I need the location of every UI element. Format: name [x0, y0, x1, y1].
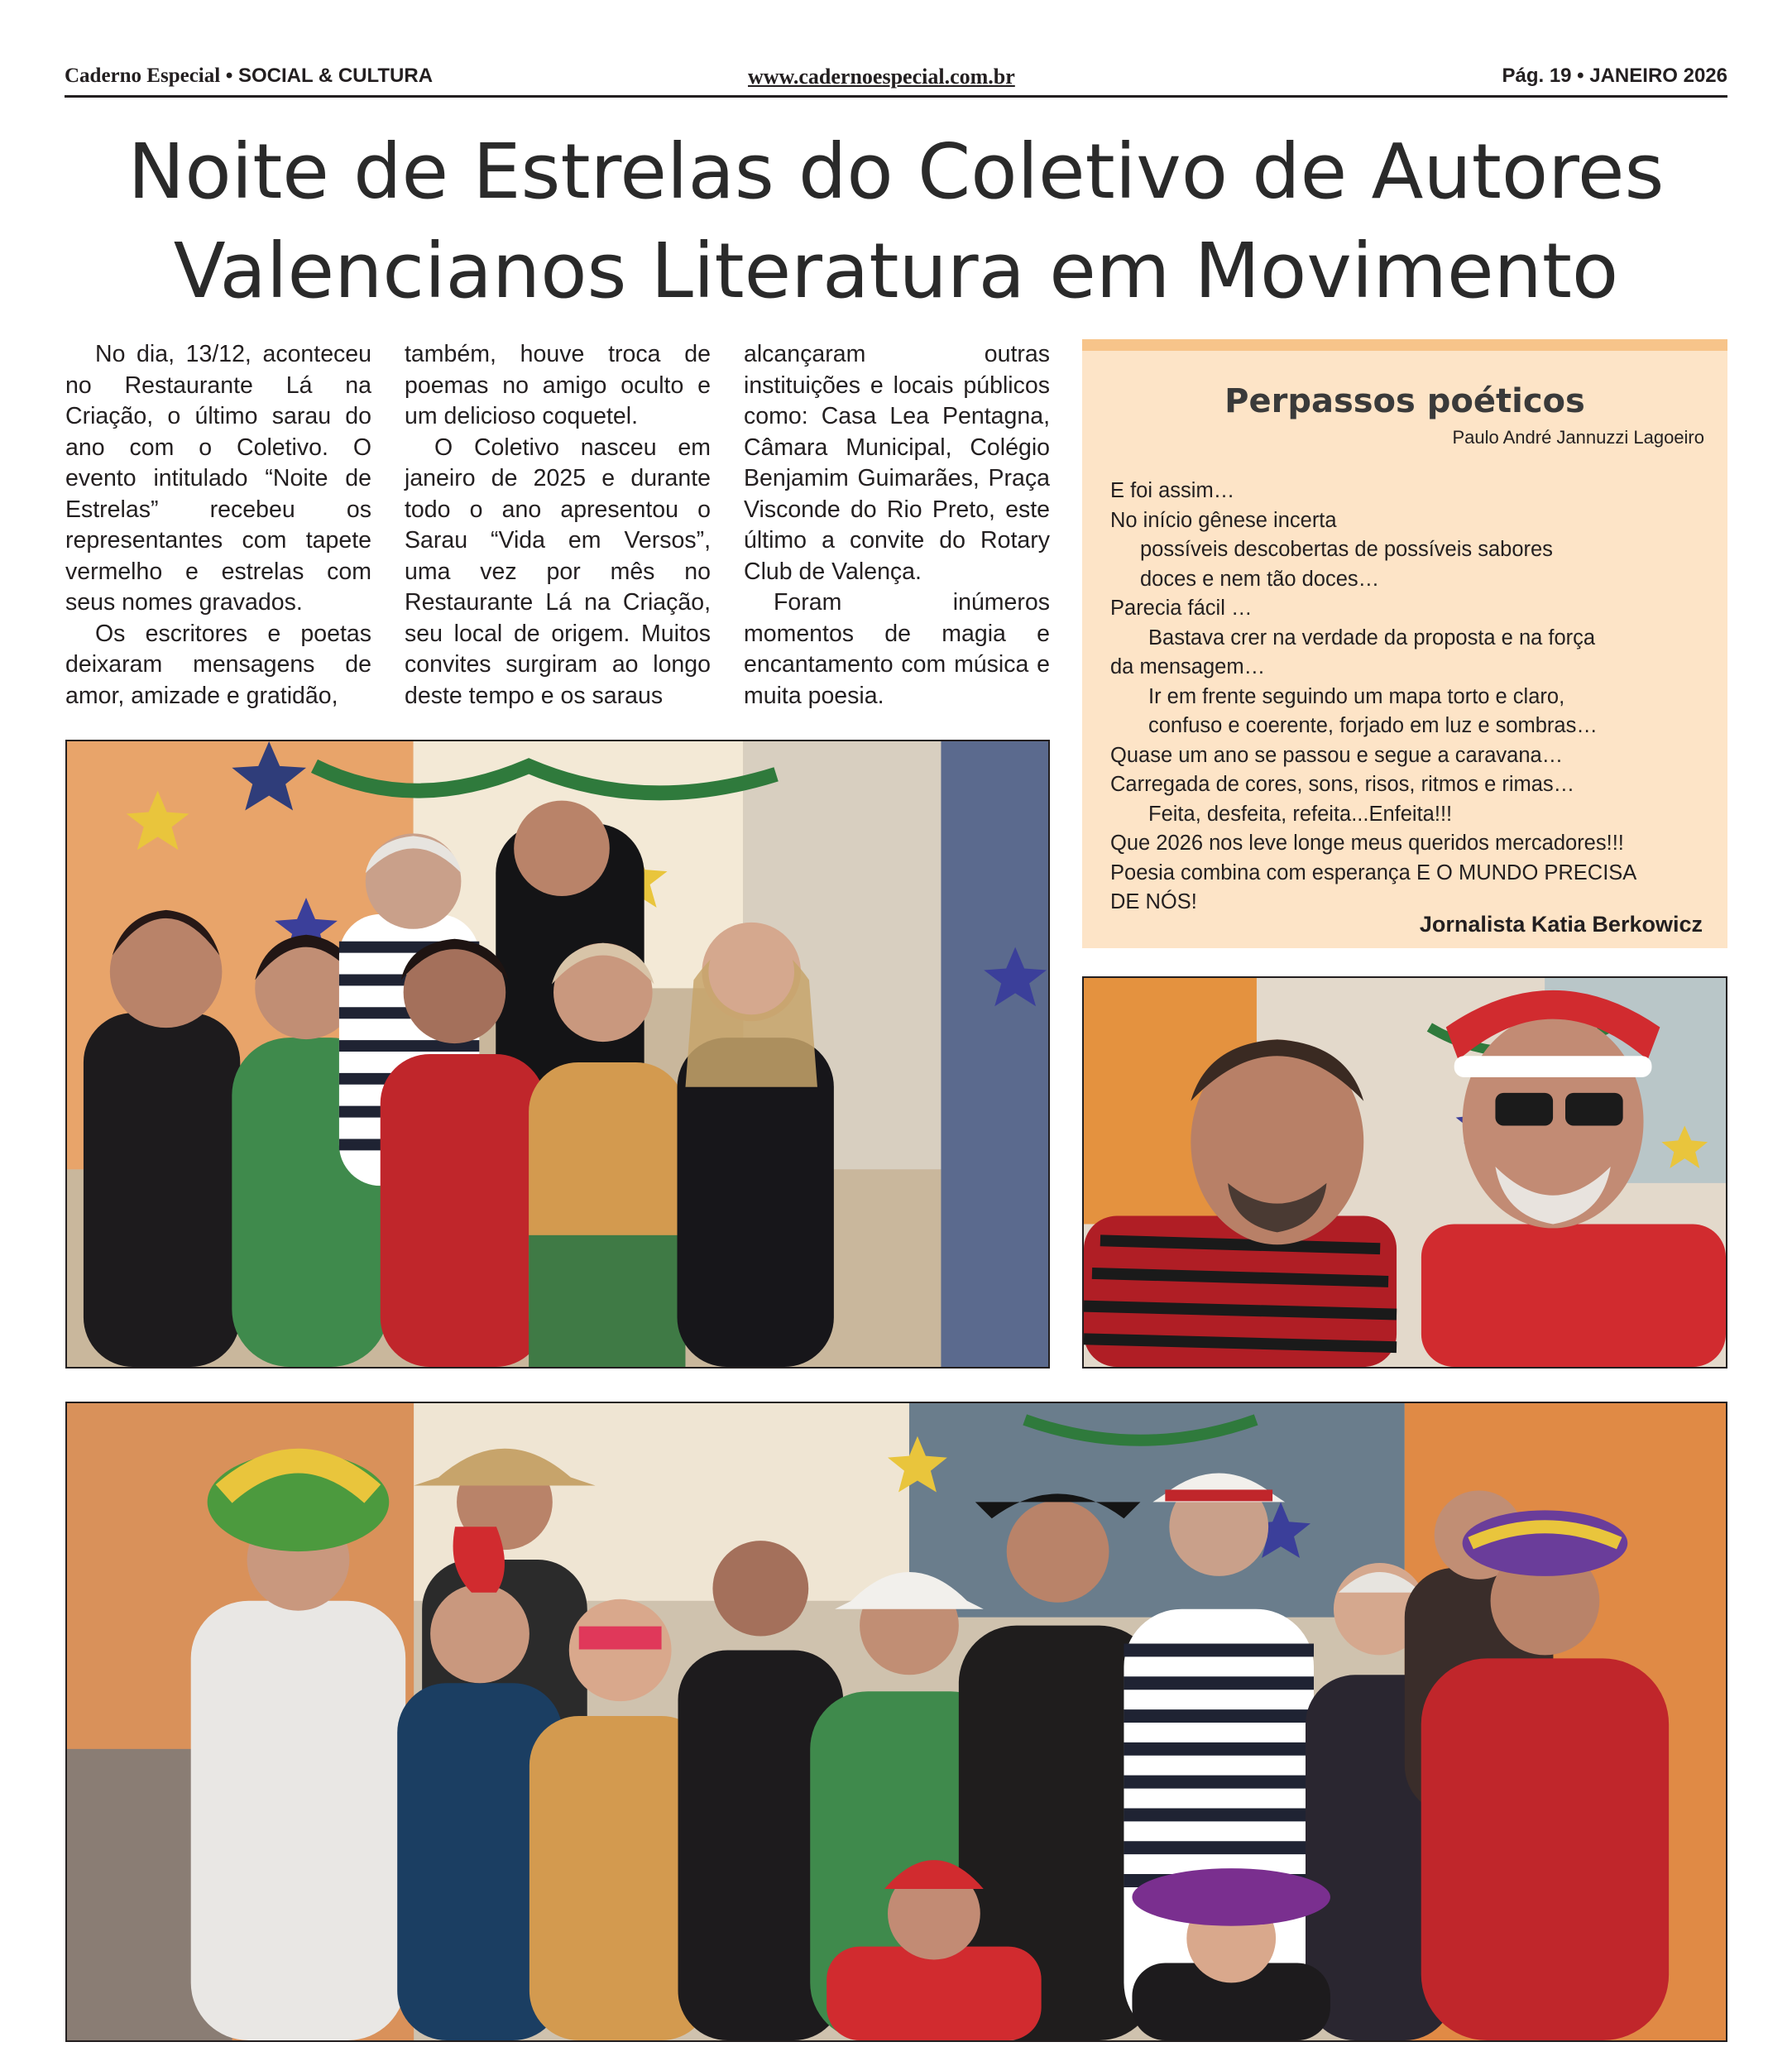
page-header	[65, 65, 1727, 98]
poem-line: Poesia combina com esperança E O MUNDO PRECISA	[1110, 860, 1637, 884]
poem-author: Paulo André Jannuzzi Lagoeiro	[1452, 427, 1704, 448]
page-info: Pág. 19 • JANEIRO 2026	[1502, 65, 1727, 87]
article-paragraph: Os escritores e poetas deixaram mensagens de amor, amizade e gratidão,	[65, 620, 371, 709]
headline	[50, 122, 1742, 321]
publication-name: Caderno Especial	[65, 65, 221, 87]
poem-line: Carregada de cores, sons, risos, ritmos e rimas…	[1110, 773, 1575, 796]
poem-title: Perpassos poéticos	[1224, 382, 1585, 420]
poem-signature: Jornalista Katia Berkowicz	[1419, 912, 1703, 937]
article-paragraph: O Coletivo nasceu em janeiro de 2025 e durante todo o ano apresentou o Sarau “Vida em Versos”, uma vez por mês no Restaurante Lá na Criação, seu local de origem. Muitos convites surgiram ao longo deste tempo e os saraus	[405, 434, 711, 709]
poem-line: E foi assim…	[1110, 479, 1235, 502]
poem-line: Feita, desfeita, refeita...Enfeita!!!	[1148, 802, 1453, 826]
article-paragraph: No dia, 13/12, aconteceu no Restaurante Lá na Criação, o último sarau do ano com o Coletivo. O evento intitulado “Noite de Estrelas” recebeu os representantes com tapete vermelho e estrelas com seus nomes gravados.	[65, 341, 371, 616]
article-column-2	[405, 339, 711, 712]
header-left	[65, 65, 433, 88]
article-column-1	[65, 339, 371, 712]
group-photo-sarau	[65, 740, 1050, 1369]
headline-line-1: Noite de Estrelas do Coletivo de Autores	[127, 127, 1665, 216]
costume-group-illustration	[67, 1403, 1726, 2040]
poem-line: No início gênese incerta	[1110, 508, 1337, 532]
article-paragraph: Foram inúmeros momentos de magia e encantamento com música e muita poesia.	[744, 589, 1050, 709]
poem-line: Que 2026 nos leve longe meus queridos mercadores!!!	[1110, 832, 1624, 855]
poem-line: Bastava crer na verdade da proposta e na força	[1148, 626, 1596, 650]
poem-line: Quase um ano se passou e segue a caravana…	[1110, 743, 1564, 767]
article-column-3	[744, 339, 1050, 712]
selfie-photo	[1082, 976, 1727, 1369]
poem-line: da mensagem…	[1110, 655, 1266, 678]
poem-line: Ir em frente seguindo um mapa torto e claro,	[1148, 684, 1565, 708]
article-paragraph: também, houve troca de poemas no amigo oculto e um delicioso coquetel.	[405, 341, 711, 429]
article-paragraph: alcançaram outras instituições e locais públicos como: Casa Lea Pentagna, Câmara Municipal, Colégio Benjamim Guimarães, Praça Visconde do Rio Preto, este último a convite do Rotary Club de Valença.	[744, 341, 1050, 585]
selfie-photo-illustration	[1084, 978, 1726, 1367]
poem-box	[1082, 339, 1727, 948]
poem-line: possíveis descobertas de possíveis sabores	[1140, 538, 1553, 561]
poem-line: DE NÓS!	[1110, 890, 1197, 913]
poem-line: Parecia fácil …	[1110, 597, 1253, 620]
group-photo-illustration	[67, 741, 1048, 1367]
poem-line: doces e nem tão doces…	[1140, 567, 1380, 591]
website-link[interactable]: www.cadernoespecial.com.br	[748, 65, 1015, 89]
poem-body	[1110, 477, 1714, 918]
section-name: • SOCIAL & CULTURA	[225, 65, 434, 87]
headline-line-2: Valencianos Literatura em Movimento	[173, 227, 1619, 315]
costume-group-photo	[65, 1402, 1727, 2042]
poem-line: confuso e coerente, forjado em luz e sombras…	[1148, 714, 1598, 737]
